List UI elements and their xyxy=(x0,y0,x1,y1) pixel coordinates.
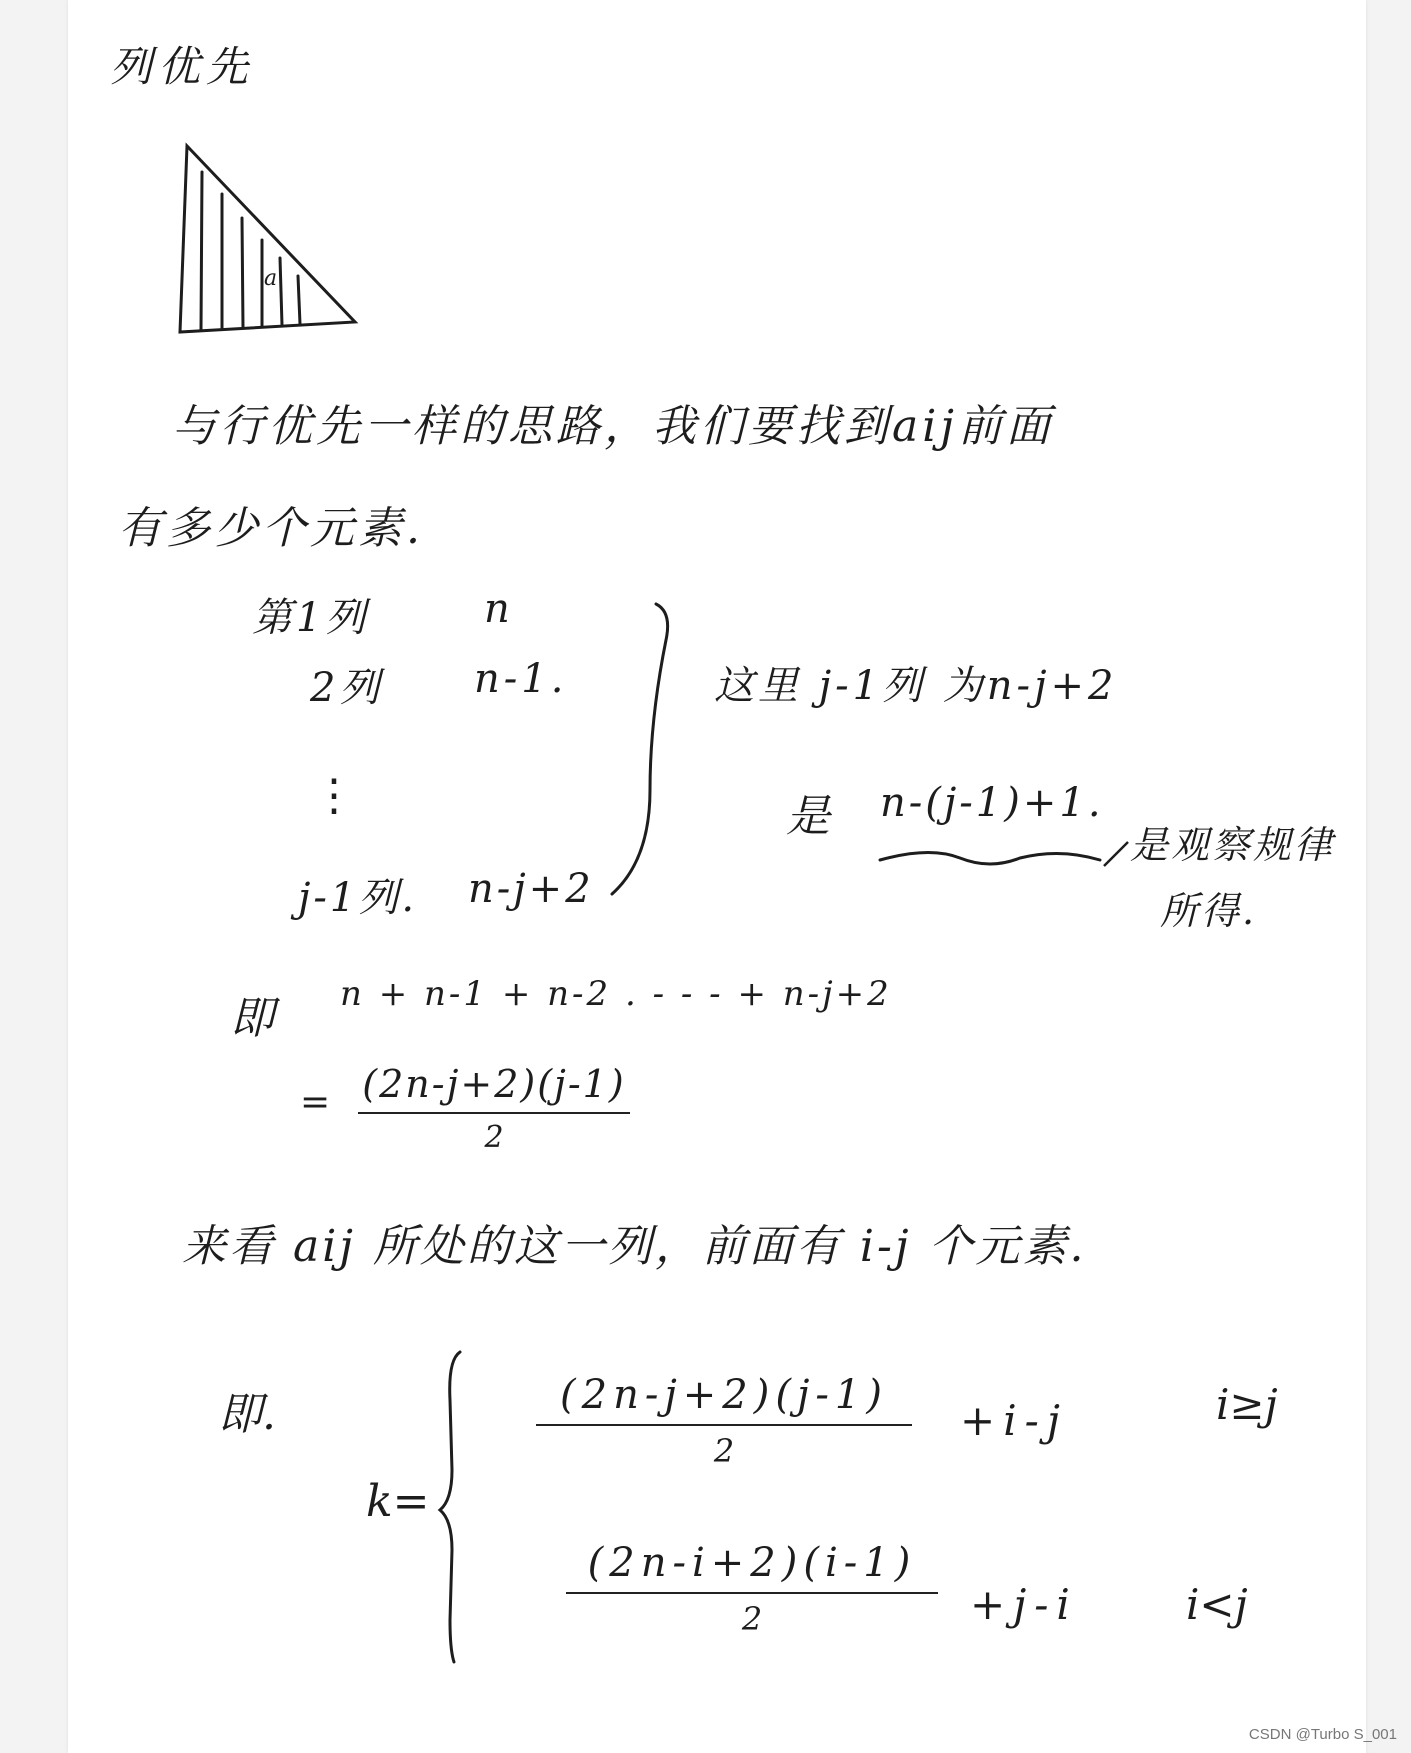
case1-condition: i≥j xyxy=(1216,1380,1278,1429)
case1-fraction xyxy=(536,1372,912,1470)
sum-expr: n + n-1 + n-2 . - - - + n-j+2 xyxy=(340,974,892,1014)
formula-prefix: 即. xyxy=(218,1389,276,1440)
case2-fraction xyxy=(566,1540,938,1638)
formula-k: k= xyxy=(366,1476,430,1527)
sum-denominator: 2 xyxy=(484,1120,504,1155)
count-ellipsis: ⋮ xyxy=(312,770,356,821)
case2-numerator: (2n-i+2)(i-1) xyxy=(587,1540,917,1586)
fraction-bar xyxy=(566,1592,938,1594)
sum-equals: = xyxy=(300,1082,331,1123)
note-line-2-expr: n-(j-1)+1. xyxy=(880,780,1104,826)
text-line-2: 有多少个元素. xyxy=(118,503,424,554)
diagram-label: a xyxy=(264,266,278,291)
note-side-2: 所得. xyxy=(1160,889,1258,933)
watermark: CSDN @Turbo S_001 xyxy=(1248,1726,1397,1743)
count-value-2: n-1. xyxy=(474,656,568,702)
text-line-1: 与行优先一样的思路，我们要找到aij前面 xyxy=(172,401,1054,452)
case2-tail: +j-i xyxy=(970,1580,1078,1629)
count-label-4: j-1列. xyxy=(298,875,418,921)
note-line-1: 这里 j-1列 为n-j+2 xyxy=(714,663,1118,709)
case2-denominator: 2 xyxy=(741,1600,763,1638)
count-value-4: n-j+2 xyxy=(468,866,594,912)
count-label-2: 2列 xyxy=(310,665,384,711)
sum-numerator: (2n-j+2)(j-1) xyxy=(362,1062,626,1106)
note-side-1: 是观察规律 xyxy=(1130,823,1336,867)
sum-prefix: 即 xyxy=(230,993,274,1044)
case1-denominator: 2 xyxy=(713,1432,735,1470)
case2-condition: i<j xyxy=(1186,1580,1248,1629)
heading: 列优先 xyxy=(110,42,255,91)
case1-numerator: (2n-j+2)(j-1) xyxy=(560,1372,888,1418)
text-line-3: 来看 aij 所处的这一列，前面有 i-j 个元素. xyxy=(182,1221,1087,1272)
count-label-1: 第1列 xyxy=(252,595,370,641)
fraction-bar xyxy=(536,1424,912,1426)
case1-tail: +i-j xyxy=(960,1396,1068,1445)
count-value-1: n xyxy=(484,586,510,632)
note-line-2-prefix: 是 xyxy=(786,791,830,842)
